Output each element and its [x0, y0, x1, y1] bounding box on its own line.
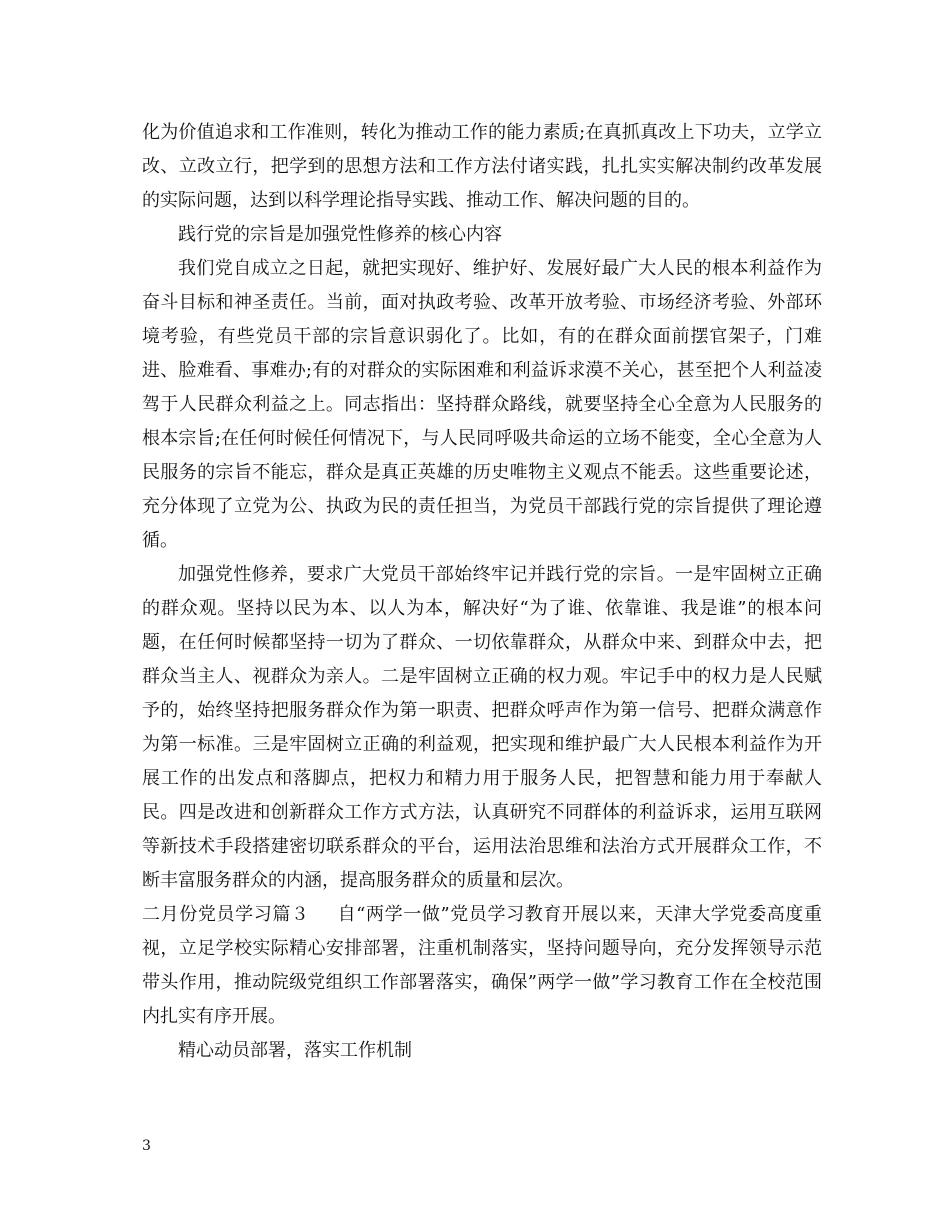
paragraph-study-article-3: [142, 898, 822, 1034]
article-intro-text: 自“两学一做”党员学习教育开展以来，天津大学党委高度重视，立足学校实际精心安排部署，注重机制落实，坚持问题导向，充分发挥领导示范带头作用，推动院级党组织工作部署落实，确保”两学一做”学习教育工作在全校范围内扎实有序开展。: [142, 904, 823, 1027]
article-title: 二月份党员学习篇３: [142, 904, 310, 925]
page-number: 3: [142, 1138, 151, 1154]
paragraph-continuation: 化为价值追求和工作准则，转化为推动工作的能力素质;在真抓真改上下功夫，立学立改、立改立行，把学到的思想方法和工作方法付诸实践，扎扎实实解决制约改革发展的实际问题，达到以科学理论指导实践、推动工作、解决问题的目的。: [142, 122, 822, 211]
paragraph-strengthen-party-spirit: 加强党性修养，要求广大党员干部始终牢记并践行党的宗旨。一是牢固树立正确的群众观。坚持以民为本、以人为本，解决好“为了谁、依靠谁、我是谁”的根本问题，在任何时候都坚持一切为了群众、一切依靠群众，从群众中来、到群众中去，把群众当主人、视群众为亲人。二是牢固树立正确的权力观。牢记手中的权力是人民赋予的，始终坚持把服务群众作为第一职责、把群众呼声作为第一信号、把群众满意作为第一标准。三是牢固树立正确的利益观，把实现和维护最广大人民根本利益作为开展工作的出发点和落脚点，把权力和精力用于服务人民，把智慧和能力用于奉献人民。四是改进和创新群众工作方式方法，认真研究不同群体的利益诉求，运用互联网等新技术手段搭建密切联系群众的平台，运用法治思维和法治方式开展群众工作，不断丰富服务群众的内涵，提高服务群众的质量和层次。: [142, 564, 822, 891]
paragraph-party-purpose: 我们党自成立之日起，就把实现好、维护好、发展好最广大人民的根本利益作为奋斗目标和神圣责任。当前，面对执政考验、改革开放考验、市场经济考验、外部环境考验，有些党员干部的宗旨意识弱化了。比如，有的在群众面前摆官架子，门难进、脸难看、事难办;有的对群众的实际困难和利益诉求漠不关心，甚至把个人利益凌驾于人民群众利益之上。同志指出：坚持群众路线，就要坚持全心全意为人民服务的根本宗旨;在任何时候任何情况下，与人民同呼吸共命运的立场不能变，全心全意为人民服务的宗旨不能忘，群众是真正英雄的历史唯物主义观点不能丢。这些重要论述，充分体现了立党为公、执政为民的责任担当，为党员干部践行党的宗旨提供了理论遵循。: [142, 258, 822, 551]
section-heading-mobilization: 精心动员部署，落实工作机制: [178, 1040, 412, 1061]
document-body: [142, 116, 822, 1068]
section-heading-party-purpose: 践行党的宗旨是加强党性修养的核心内容: [178, 224, 502, 245]
